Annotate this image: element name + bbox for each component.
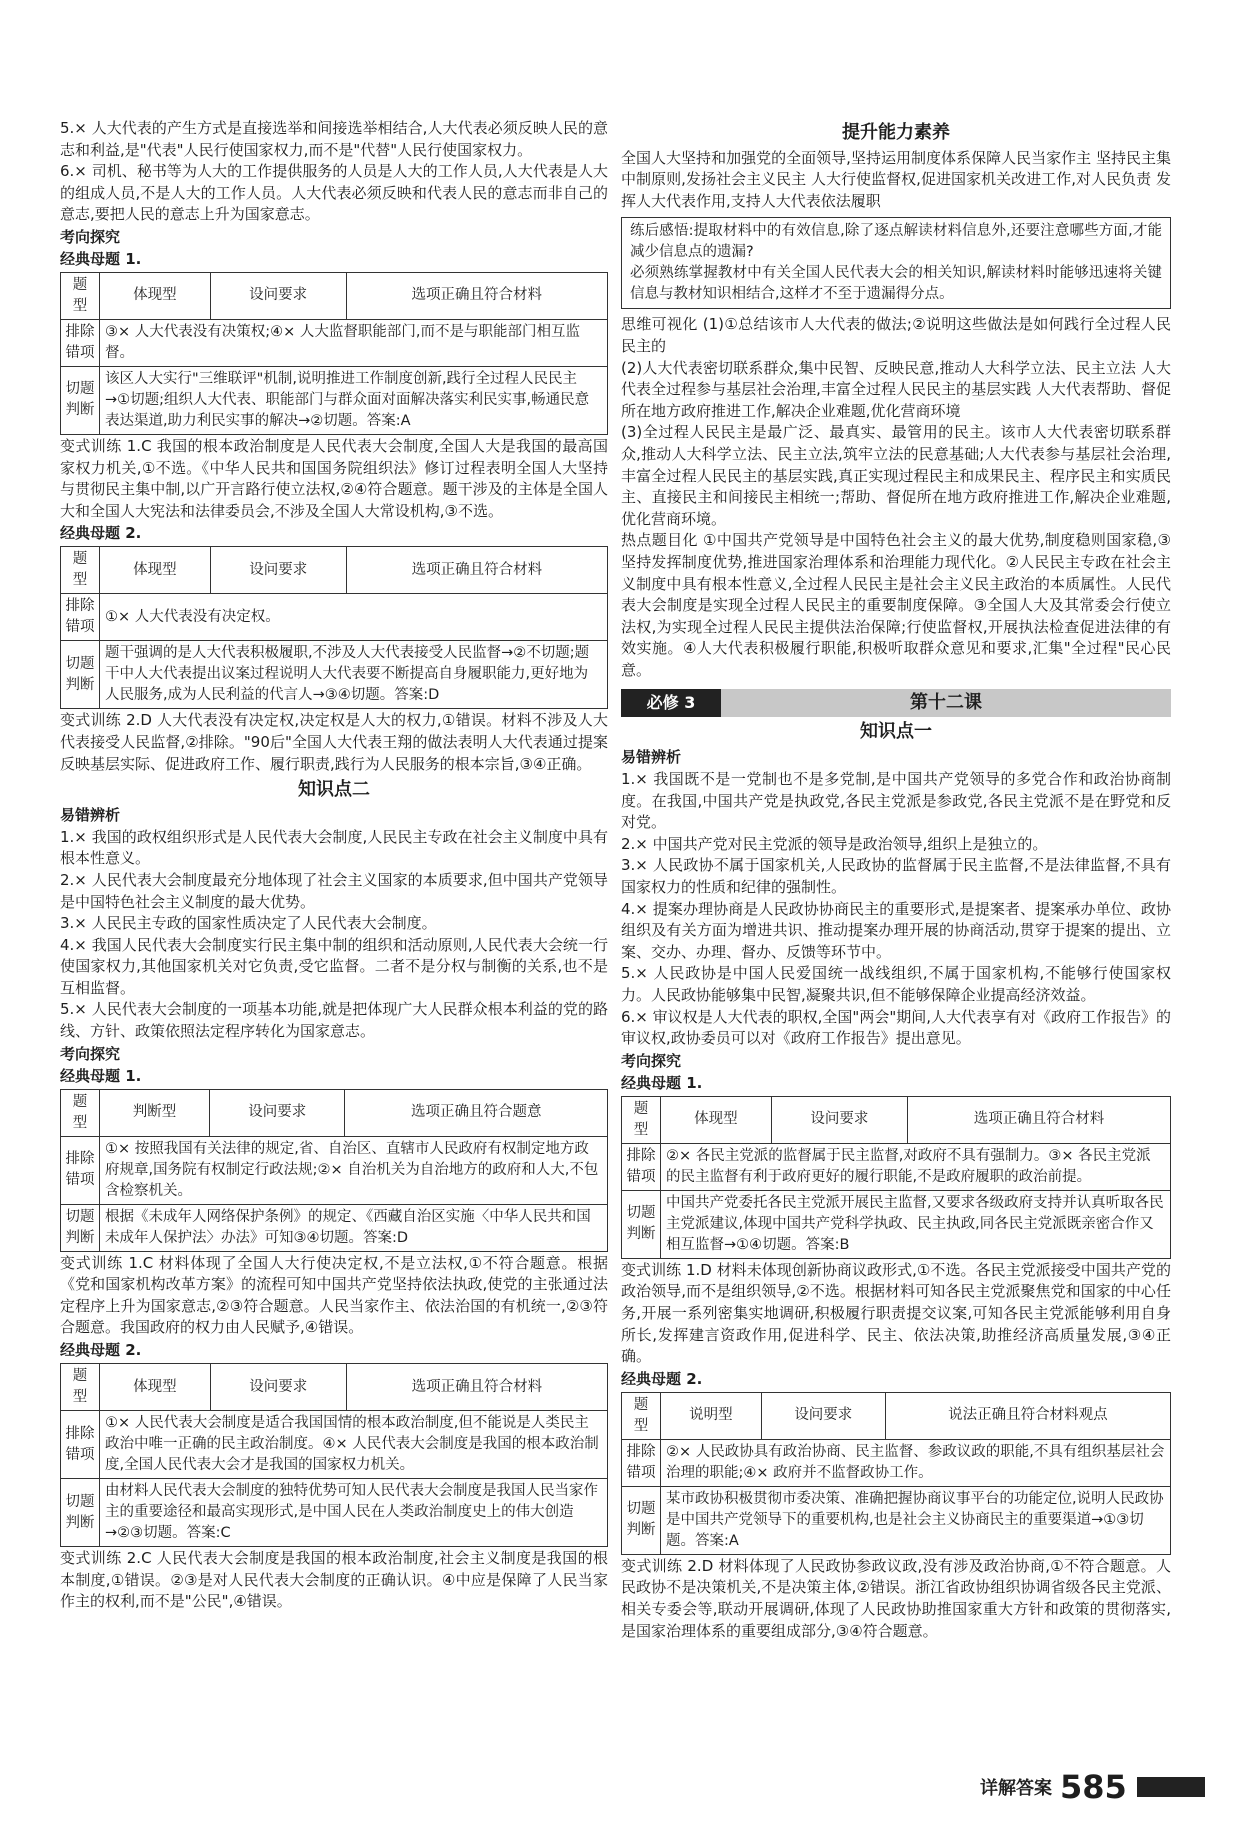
answer-table <box>60 272 608 435</box>
variant-training: 变式训练 2.D 人大代表没有决定权,决定权是人大的权力,①错误。材料不涉及人大代表接受人民监督,②排除。"90后"全国人大代表王翔的做法表明人大代表通过提案反映基层实际、促进政府工作、履行职责,践行为人民服务的根本宗旨,③④正确。 <box>60 711 608 773</box>
table-row <box>61 1204 608 1251</box>
variant-training: 变式训练 1.D 材料未体现创新协商议政形式,①不选。各民主党派接受中国共产党的政治领导,而不是组织领导,②不选。根据材料可知各民主党派聚焦党和国家的中心任务,开展一系列密集实地调研,积极履行职责提交议案,可知各民主党派能够利用自身所长,发挥建言资政作用,促进科学、民主、依法决策,助推经济高质量发展,③④正确。 <box>621 1260 1171 1366</box>
row-label: 切题判断 <box>622 1190 661 1258</box>
variant-training: 变式训练 1.C 我国的根本政治制度是人民代表大会制度,全国人大是我国的最高国家权力机关,①不选。《中华人民共和国国务院组织法》修订过程表明全国人大坚持与贯彻民主集中制,以广开言路行使立法权,②④符合题意。题干涉及的主体是全国人大和全国人大宪法和法律委员会,不涉及全国人大常设机构,③不选。 <box>60 436 608 520</box>
table-header: 体现型 <box>100 1364 211 1411</box>
table-header: 题型 <box>622 1096 661 1143</box>
variant-training: 变式训练 2.D 材料体现了人民政协参政议政,没有涉及政治协商,①不符合题意。人民政协不是决策机关,不是决策主体,②错误。浙江省政协组织协调省级各民主党派、相关专委会等,联动开展调研,体现了人民政协助推国家重大方针和政策的贯彻落实,是国家治理体系的重要组成部分,③④符合题意。 <box>621 1556 1171 1640</box>
answer-table <box>60 1089 608 1252</box>
answer-table <box>60 1363 608 1547</box>
table-header: 题型 <box>61 1089 100 1136</box>
error-item: 5.× 人民代表大会制度的一项基本功能,就是把体现广大人民群众根本利益的党的路线、方针、政策依照法定程序转化为国家意志。 <box>60 1000 608 1041</box>
row-text: ②× 人民政协具有政治协商、民主监督、参政议政的职能,不具有组织基层社会治理的职能;④× 政府并不监督政协工作。 <box>661 1439 1171 1486</box>
row-text: ③× 人大代表没有决策权;④× 人大监督职能部门,而不是与职能部门相互监督。 <box>100 319 608 366</box>
table-row <box>61 641 608 709</box>
table-row <box>61 1479 608 1547</box>
left-column <box>60 118 608 1613</box>
error-item: 5.× 人民政协是中国人民爱国统一战线组织,不属于国家机构,不能够行使国家权力。人民政协能够集中民智,凝聚共识,但不能够保障企业提高经济效益。 <box>621 964 1171 1004</box>
knowledge-point-title: 知识点二 <box>298 779 370 801</box>
error-item: 2.× 中国共产党对民主党派的领导是政治领导,组织上是独立的。 <box>621 834 1048 853</box>
page-number: 585 <box>1060 1768 1127 1806</box>
error-item: 3.× 人民政协不属于国家机关,人民政协的监督属于民主监督,不是法律监督,不具有国家权力的性质和纪律的强制性。 <box>621 856 1171 897</box>
row-text: 该区人大实行"三维联评"机制,说明推进工作制度创新,践行全过程人民民主→①切题;组织人大代表、职能部门与群众面对面解决落实利民实事,畅通民意表达渠道,助力利民实事的解决→②切题。答案:A <box>100 366 608 434</box>
table-header: 说明型 <box>661 1392 762 1439</box>
table-header: 设问要求 <box>210 547 346 594</box>
table-row <box>61 319 608 366</box>
reflection-answer: 必须熟练掌握教材中有关全国人民代表大会的相关知识,解读材料时能够迅速将关键信息与教材知识相结合,这样才不至于遗漏得分点。 <box>630 265 1162 303</box>
question-title: 经典母题 1. <box>60 249 142 268</box>
page-footer <box>980 1768 1205 1806</box>
question-title: 经典母题 1. <box>60 1066 142 1085</box>
table-header: 选项正确且符合材料 <box>346 547 607 594</box>
left-item-6: 6.× 司机、秘书等为人大的工作提供服务的人员是人大的工作人员,人大代表是人大的组成人员,不是人大的工作人员。人大代表必须反映和代表人民的意志而非自己的意志,要把人民的意志上升为国家意志。 <box>60 162 608 224</box>
section-title: 提升能力素养 <box>842 122 950 143</box>
row-label: 排除错项 <box>622 1143 661 1190</box>
table-header: 题型 <box>61 1364 100 1411</box>
thinking-visual: (2)人大代表密切联系群众,集中民智、反映民意,推动人大科学立法、民主立法 人大代表全过程参与基层社会治理,丰富全过程人民民主的基层实践 人大代表帮助、督促所在地方政府推进工作,解决企业难题,优化营商环境 <box>621 358 1171 420</box>
table-header: 体现型 <box>100 272 211 319</box>
row-text: 中国共产党委托各民主党派开展民主监督,又要求各级政府支持并认真听取各民主党派建议,体现中国共产党科学执政、民主执政,同各民主党派既亲密合作又相互监督→①④切题。答案:B <box>661 1190 1171 1258</box>
table-header: 选项正确且符合材料 <box>346 1364 607 1411</box>
row-text: ①× 按照我国有关法律的规定,省、自治区、直辖市人民政府有权制定地方政府规章,国务院有权制定行政法规;②× 自治机关为自治地方的政府和人大,不包含检察机关。 <box>100 1136 608 1204</box>
error-item: 2.× 人民代表大会制度最充分地体现了社会主义国家的本质要求,但中国共产党领导是中国特色社会主义制度的最大优势。 <box>60 870 608 911</box>
row-label: 切题判断 <box>61 1479 100 1547</box>
table-row <box>61 594 608 641</box>
table-row <box>61 366 608 434</box>
table-row <box>622 1486 1171 1554</box>
row-text: 某市政协积极贯彻市委决策、准确把握协商议事平台的功能定位,说明人民政协是中国共产党领导下的重要机构,也是社会主义协商民主的重要渠道→①③切题。答案:A <box>661 1486 1171 1554</box>
footer-bar <box>1137 1777 1205 1797</box>
section-heading: 易错辨析 <box>621 748 682 767</box>
table-header: 判断型 <box>100 1089 210 1136</box>
question-title: 经典母题 1. <box>621 1073 703 1092</box>
banner-module: 必修 3 <box>621 689 721 717</box>
table-header: 说法正确且符合材料观点 <box>885 1392 1170 1439</box>
section-heading: 考向探究 <box>60 227 121 246</box>
error-item: 1.× 我国的政权组织形式是人民代表大会制度,人民民主专政在社会主义制度中具有根本性意义。 <box>60 827 608 868</box>
row-label: 排除错项 <box>61 1136 100 1204</box>
table-header: 题型 <box>61 547 100 594</box>
table-row <box>61 1136 608 1204</box>
section-heading: 考向探究 <box>60 1044 121 1063</box>
variant-training: 变式训练 2.C 人民代表大会制度是我国的根本政治制度,社会主义制度是我国的根本制度,①错误。②③是对人民代表大会制度的正确认识。④中应是保障了人民当家作主的权利,而不是"公民",④错误。 <box>60 1549 608 1611</box>
row-label: 切题判断 <box>61 641 100 709</box>
table-header: 设问要求 <box>761 1392 885 1439</box>
table-row <box>622 1143 1171 1190</box>
row-text: ①× 人民代表大会制度是适合我国国情的根本政治制度,但不能说是人类民主政治中唯一正确的民主政治制度。④× 人民代表大会制度是我国的根本政治制度,全国人民代表大会才是我国的国家权力机关。 <box>100 1411 608 1479</box>
row-label: 排除错项 <box>61 594 100 641</box>
table-header: 体现型 <box>100 547 211 594</box>
row-text: ①× 人大代表没有决定权。 <box>100 594 608 641</box>
row-label: 切题判断 <box>622 1486 661 1554</box>
table-header: 选项正确且符合材料 <box>907 1096 1170 1143</box>
table-row <box>622 1190 1171 1258</box>
lesson-banner <box>621 689 1171 717</box>
hot-topic: 热点题目化 ①中国共产党领导是中国特色社会主义的最大优势,制度稳则国家稳,③坚持发挥制度优势,推进国家治理体系和治理能力现代化。②人民民主专政在社会主义制度中具有根本性意义,全过程人民民主是社会主义民主政治的本质属性。人民代表大会制度是实现全过程人民民主的重要制度保障。③全国人大及其常委会行使立法权,为实现全过程人民民主提供法治保障;行使监督权,开展执法检查促进法律的有效实施。④人大代表积极履行职能,积极听取群众意见和要求,汇集"全过程"民心民意。 <box>621 531 1171 679</box>
right-column <box>621 118 1171 1642</box>
error-item: 4.× 提案办理协商是人民政协协商民主的重要形式,是提案者、提案承办单位、政协组织及有关方面为增进共识、推动提案办理开展的协商活动,贯穿于提案的提出、立案、交办、办理、督办、反馈等环节中。 <box>621 899 1171 961</box>
thinking-visual: (3)全过程人民民主是最广泛、最真实、最管用的民主。该市人大代表密切联系群众,推动人大科学立法、民主立法,筑牢立法的民意基础;人大代表参与基层社会治理,丰富全过程人民民主的基层实践,真正实现过程民主和成果民主、程序民主和实质民主、直接民主和间接民主相统一;帮助、督促所在地方政府推进工作,解决企业难题,优化营商环境。 <box>621 423 1171 528</box>
knowledge-point-title: 知识点一 <box>860 721 932 743</box>
table-header: 设问要求 <box>210 1364 346 1411</box>
left-item-5: 5.× 人大代表的产生方式是直接选举和间接选举相结合,人大代表必须反映人民的意志和利益,是"代表"人民行使国家权力,而不是"代替"人民行使国家权力。 <box>60 119 608 159</box>
row-label: 排除错项 <box>61 319 100 366</box>
table-header: 设问要求 <box>771 1096 907 1143</box>
row-label: 切题判断 <box>61 1204 100 1251</box>
table-row <box>622 1439 1171 1486</box>
table-header: 选项正确且符合题意 <box>345 1089 608 1136</box>
table-header: 体现型 <box>661 1096 772 1143</box>
banner-title: 第十二课 <box>721 689 1171 717</box>
row-text: 由材料人民代表大会制度的独特优势可知人民代表大会制度是我国人民当家作主的重要途径和最高实现形式,是中国人民在人类政治制度史上的伟大创造→②③切题。答案:C <box>100 1479 608 1547</box>
row-text: ②× 各民主党派的监督属于民主监督,对政府不具有强制力。③× 各民主党派的民主监督有利于政府更好的履行职能,不是政府履职的政治前提。 <box>661 1143 1171 1190</box>
section-heading: 易错辨析 <box>60 805 121 824</box>
table-header: 题型 <box>61 272 100 319</box>
answer-table <box>60 546 608 709</box>
error-item: 3.× 人民民主专政的国家性质决定了人民代表大会制度。 <box>60 914 437 933</box>
question-title: 经典母题 2. <box>621 1369 703 1388</box>
reflection-box <box>621 217 1171 309</box>
answer-table <box>621 1392 1171 1555</box>
error-item: 1.× 我国既不是一党制也不是多党制,是中国共产党领导的多党合作和政治协商制度。在我国,中国共产党是执政党,各民主党派是参政党,各民主党派不是在野党和反对党。 <box>621 770 1171 832</box>
table-row <box>61 1411 608 1479</box>
table-header: 设问要求 <box>210 272 346 319</box>
reflection-question: 练后感悟:提取材料中的有效信息,除了逐点解读材料信息外,还要注意哪些方面,才能减少信息点的遗漏? <box>630 223 1162 261</box>
error-item: 6.× 审议权是人大代表的职权,全国"两会"期间,人大代表享有对《政府工作报告》的审议权,政协委员可以对《政府工作报告》提出意见。 <box>621 1007 1171 1048</box>
table-header: 题型 <box>622 1392 661 1439</box>
row-label: 切题判断 <box>61 366 100 434</box>
row-text: 根据《未成年人网络保护条例》的规定、《西藏自治区实施〈中华人民共和国未成年人保护法〉办法》可知③④切题。答案:D <box>100 1204 608 1251</box>
variant-training: 变式训练 1.C 材料体现了全国人大行使决定权,不是立法权,①不符合题意。根据《党和国家机构改革方案》的流程可知中国共产党坚持依法执政,使党的主张通过法定程序上升为国家意志,②③符合题意。人民当家作主、依法治国的有机统一,②③符合题意。我国政府的权力由人民赋予,④错误。 <box>60 1253 608 1337</box>
row-label: 排除错项 <box>622 1439 661 1486</box>
error-item: 4.× 我国人民代表大会制度实行民主集中制的组织和活动原则,人民代表大会统一行使国家权力,其他国家机关对它负责,受它监督。二者不是分权与制衡的关系,也不是互相监督。 <box>60 935 608 997</box>
footer-label: 详解答案 <box>980 1778 1052 1799</box>
question-title: 经典母题 2. <box>60 1341 142 1360</box>
table-header: 设问要求 <box>210 1089 345 1136</box>
section-heading: 考向探究 <box>621 1051 682 1070</box>
row-label: 排除错项 <box>61 1411 100 1479</box>
row-text: 题干强调的是人大代表积极履职,不涉及人大代表接受人民监督→②不切题;题干中人大代表提出议案过程说明人大代表要不断提高自身履职能力,更好地为人民服务,成为人民利益的代言人→③④切题。答案:D <box>100 641 608 709</box>
thinking-visual: 思维可视化 (1)①总结该市人大代表的做法;②说明这些做法是如何践行全过程人民民主的 <box>621 315 1171 355</box>
summary-text: 全国人大坚持和加强党的全面领导,坚持运用制度体系保障人民当家作主 坚持民主集中制原则,发扬社会主义民主 人大行使监督权,促进国家机关改进工作,对人民负责 发挥人大代表作用,支持人大代表依法履职 <box>621 148 1171 210</box>
table-header: 选项正确且符合材料 <box>346 272 607 319</box>
answer-table <box>621 1096 1171 1259</box>
question-title: 经典母题 2. <box>60 524 142 543</box>
